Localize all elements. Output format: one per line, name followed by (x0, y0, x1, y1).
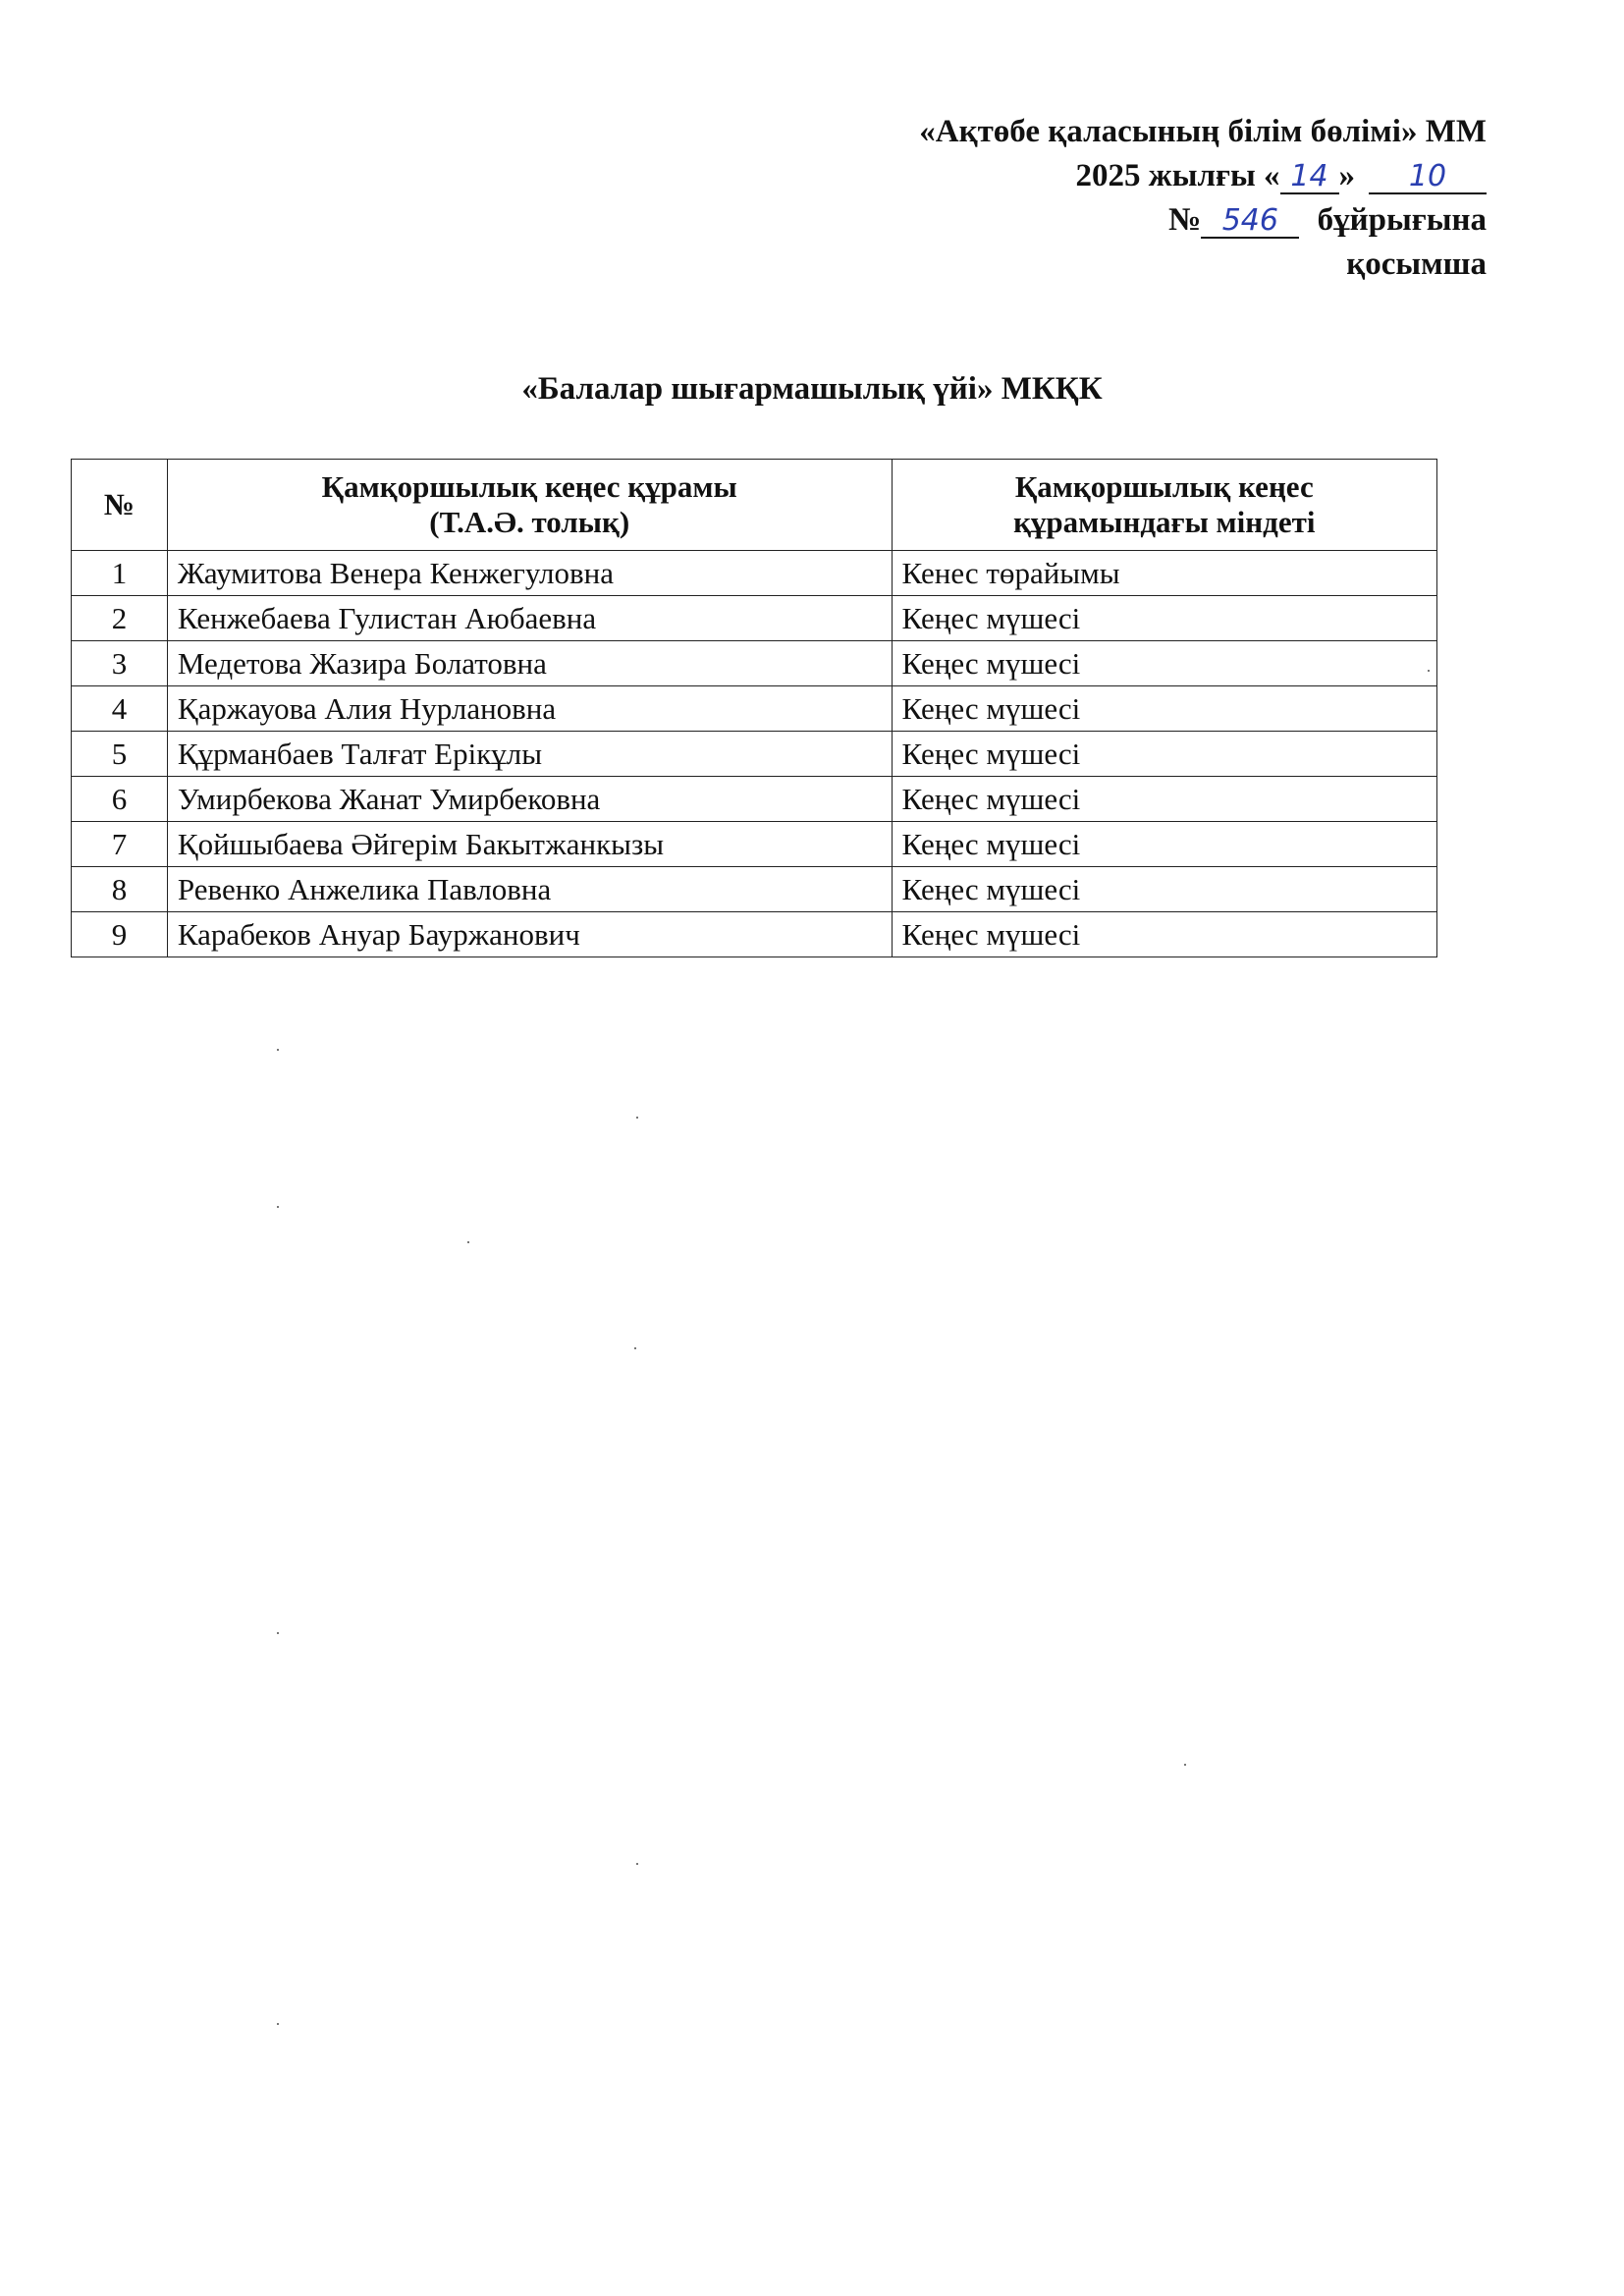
council-members-table (71, 459, 1437, 957)
row-number: 3 (72, 641, 168, 686)
member-role: Кеңес мүшесі (892, 822, 1436, 867)
table-header-row (72, 460, 1437, 551)
header-year-prefix: 2025 жылғы « (1075, 158, 1280, 193)
header-order-suffix: бұйрығына (1317, 202, 1487, 238)
table-row (72, 732, 1437, 777)
header-member-line2: (Т.А.Ә. толық) (429, 505, 630, 539)
table-row (72, 641, 1437, 686)
row-number: 2 (72, 596, 168, 641)
handwritten-order-number: 546 (1201, 205, 1299, 239)
row-number: 7 (72, 822, 168, 867)
header-role (892, 460, 1436, 551)
table-row (72, 912, 1437, 957)
member-role: Кенес төрайымы (892, 551, 1436, 596)
row-number: 5 (72, 732, 168, 777)
scan-speck (277, 2023, 279, 2025)
row-number: 1 (72, 551, 168, 596)
member-role: Кеңес мүшесі (892, 912, 1436, 957)
member-name: Медетова Жазира Болатовна (167, 641, 892, 686)
scan-speck (277, 1632, 279, 1634)
member-name: Құрманбаев Талғат Ерікұлы (167, 732, 892, 777)
appendix-header (919, 110, 1487, 287)
handwritten-month: 10 (1369, 161, 1487, 194)
header-member (167, 460, 892, 551)
table-row (72, 596, 1437, 641)
scan-speck (277, 1206, 279, 1208)
member-role: Кеңес мүшесі (892, 867, 1436, 912)
member-name: Умирбекова Жанат Умирбековна (167, 777, 892, 822)
member-role: Кеңес мүшесі (892, 686, 1436, 732)
table-row (72, 867, 1437, 912)
member-name: Кенжебаева Гулистан Аюбаевна (167, 596, 892, 641)
row-number: 8 (72, 867, 168, 912)
header-appendix: қосымша (1346, 246, 1487, 282)
table-row (72, 686, 1437, 732)
member-name: Қойшыбаева Әйгерім Бакытжанкызы (167, 822, 892, 867)
header-order-line (919, 198, 1487, 243)
header-date-line (919, 154, 1487, 198)
member-name: Ревенко Анжелика Павловна (167, 867, 892, 912)
table-row (72, 551, 1437, 596)
scan-speck (1428, 670, 1430, 672)
member-role: Кеңес мүшесі (892, 777, 1436, 822)
scan-speck (277, 1049, 279, 1051)
member-name: Карабеков Ануар Бауржанович (167, 912, 892, 957)
header-role-line1: Қамқоршылық кеңес (1014, 469, 1314, 504)
header-quote-close: » (1338, 158, 1355, 193)
member-role: Кеңес мүшесі (892, 596, 1436, 641)
scan-speck (467, 1241, 469, 1243)
scan-speck (634, 1347, 636, 1349)
header-number-prefix: № (1168, 202, 1202, 238)
handwritten-day: 14 (1280, 161, 1339, 194)
row-number: 6 (72, 777, 168, 822)
document-title: «Балалар шығармашылық үйі» МКҚК (521, 371, 1103, 407)
table-row (72, 777, 1437, 822)
table-row (72, 822, 1437, 867)
row-number: 9 (72, 912, 168, 957)
member-name: Жаумитова Венера Кенжегуловна (167, 551, 892, 596)
header-number: № (72, 460, 168, 551)
scan-speck (636, 1863, 638, 1865)
scan-speck (1184, 1764, 1186, 1766)
header-member-line1: Қамқоршылық кеңес құрамы (321, 469, 737, 504)
row-number: 4 (72, 686, 168, 732)
header-role-line2: құрамындағы міндеті (1013, 505, 1316, 539)
member-name: Қаржауова Алия Нурлановна (167, 686, 892, 732)
member-role: Кеңес мүшесі (892, 641, 1436, 686)
member-role: Кеңес мүшесі (892, 732, 1436, 777)
header-organization: «Ақтөбе қаласының білім бөлімі» ММ (919, 114, 1487, 149)
scan-speck (636, 1117, 638, 1119)
